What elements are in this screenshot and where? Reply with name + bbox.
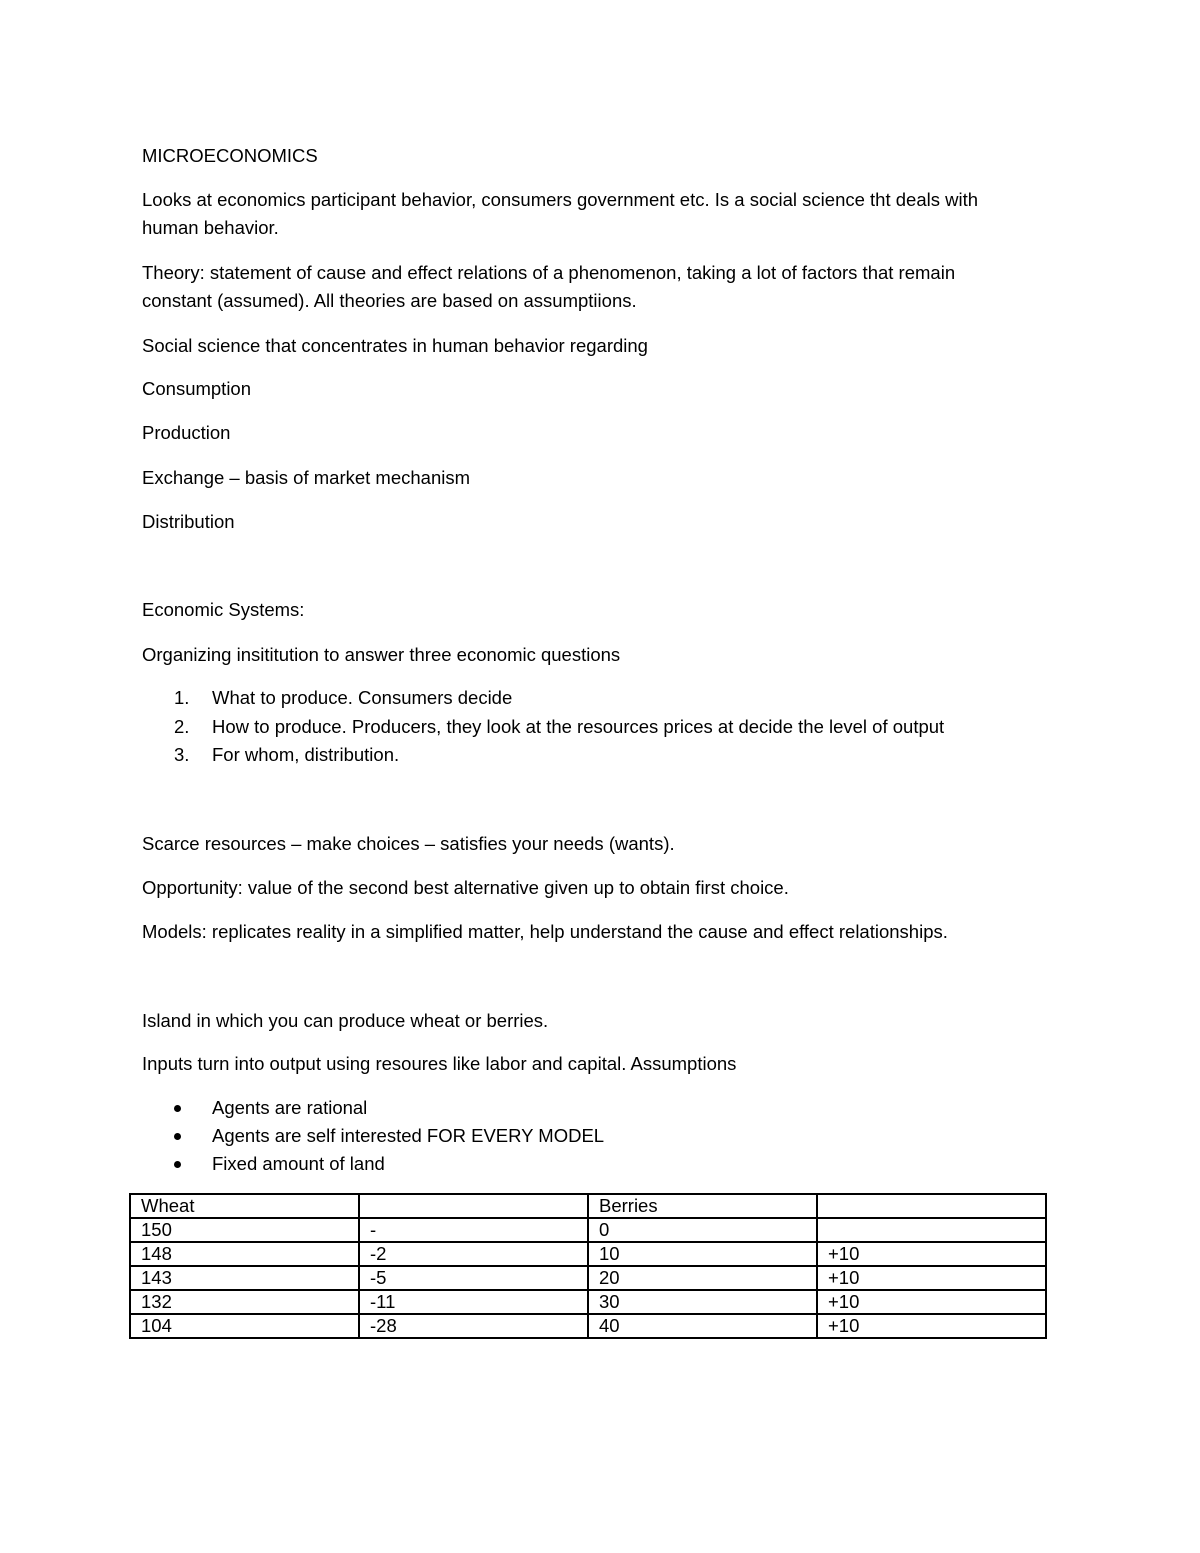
table-cell: 30 — [588, 1290, 817, 1314]
list-number: 1. — [174, 687, 190, 708]
bullet-icon — [174, 1133, 181, 1140]
list-item-text: For whom, distribution. — [212, 744, 400, 765]
topic-consumption: Consumption — [142, 378, 252, 399]
table-cell: 10 — [588, 1242, 817, 1266]
models-line: Models: replicates reality in a simplified matter, help understand the cause and effect relationships. — [142, 921, 948, 942]
table-cell: +10 — [817, 1290, 1046, 1314]
inputs-line: Inputs turn into output using resoures like labor and capital. Assumptions — [142, 1053, 737, 1074]
table-cell: 40 — [588, 1314, 817, 1338]
table-header-cell — [817, 1194, 1046, 1218]
table-cell: -28 — [359, 1314, 588, 1338]
wheat-berries-table — [129, 1193, 1047, 1339]
table-cell — [817, 1218, 1046, 1242]
table-cell: -11 — [359, 1290, 588, 1314]
list-item-text: How to produce. Producers, they look at the resources prices at decide the level of output — [212, 716, 945, 737]
table-cell: -2 — [359, 1242, 588, 1266]
list-item-text: Agents are self interested FOR EVERY MODEL — [212, 1125, 605, 1146]
island-line: Island in which you can produce wheat or berries. — [142, 1010, 549, 1031]
list-number: 2. — [174, 716, 190, 737]
theory-line-1: Theory: statement of cause and effect relations of a phenomenon, taking a lot of factors that remain — [142, 262, 956, 283]
table-cell: 104 — [130, 1314, 359, 1338]
topic-exchange: Exchange – basis of market mechanism — [142, 467, 471, 488]
intro-line-1: Looks at economics participant behavior, consumers government etc. Is a social science tht deals with — [142, 189, 979, 210]
table-cell: 150 — [130, 1218, 359, 1242]
social-science-line: Social science that concentrates in human behavior regarding — [142, 335, 648, 356]
intro-line-2: human behavior. — [142, 217, 279, 238]
list-item-text: Fixed amount of land — [212, 1153, 385, 1174]
table-cell: +10 — [817, 1314, 1046, 1338]
table-header-cell: Berries — [588, 1194, 817, 1218]
table-cell: 143 — [130, 1266, 359, 1290]
scarce-resources-line: Scarce resources – make choices – satisfies your needs (wants). — [142, 833, 675, 854]
table-row — [130, 1266, 1046, 1290]
table-cell: 148 — [130, 1242, 359, 1266]
topic-distribution: Distribution — [142, 511, 235, 532]
table-row — [130, 1218, 1046, 1242]
table-header-row — [130, 1194, 1046, 1218]
table-header-cell: Wheat — [130, 1194, 359, 1218]
topic-production: Production — [142, 422, 231, 443]
economic-systems-heading: Economic Systems: — [142, 599, 305, 620]
table-cell: 20 — [588, 1266, 817, 1290]
table-row — [130, 1242, 1046, 1266]
list-item-text: What to produce. Consumers decide — [212, 687, 513, 708]
theory-line-2: constant (assumed). All theories are based on assumptiions. — [142, 290, 637, 311]
table-cell: 132 — [130, 1290, 359, 1314]
table-cell: +10 — [817, 1242, 1046, 1266]
table-cell: - — [359, 1218, 588, 1242]
table-cell: 0 — [588, 1218, 817, 1242]
table-row — [130, 1290, 1046, 1314]
table-header-cell — [359, 1194, 588, 1218]
list-number: 3. — [174, 744, 190, 765]
table-row — [130, 1314, 1046, 1338]
bullet-icon — [174, 1161, 181, 1168]
list-item-text: Agents are rational — [212, 1097, 368, 1118]
opportunity-line: Opportunity: value of the second best alternative given up to obtain first choice. — [142, 877, 789, 898]
table-cell: -5 — [359, 1266, 588, 1290]
page-title: MICROECONOMICS — [142, 145, 318, 166]
table-cell: +10 — [817, 1266, 1046, 1290]
bullet-icon — [174, 1105, 181, 1112]
economic-systems-subheading: Organizing insititution to answer three economic questions — [142, 644, 621, 665]
